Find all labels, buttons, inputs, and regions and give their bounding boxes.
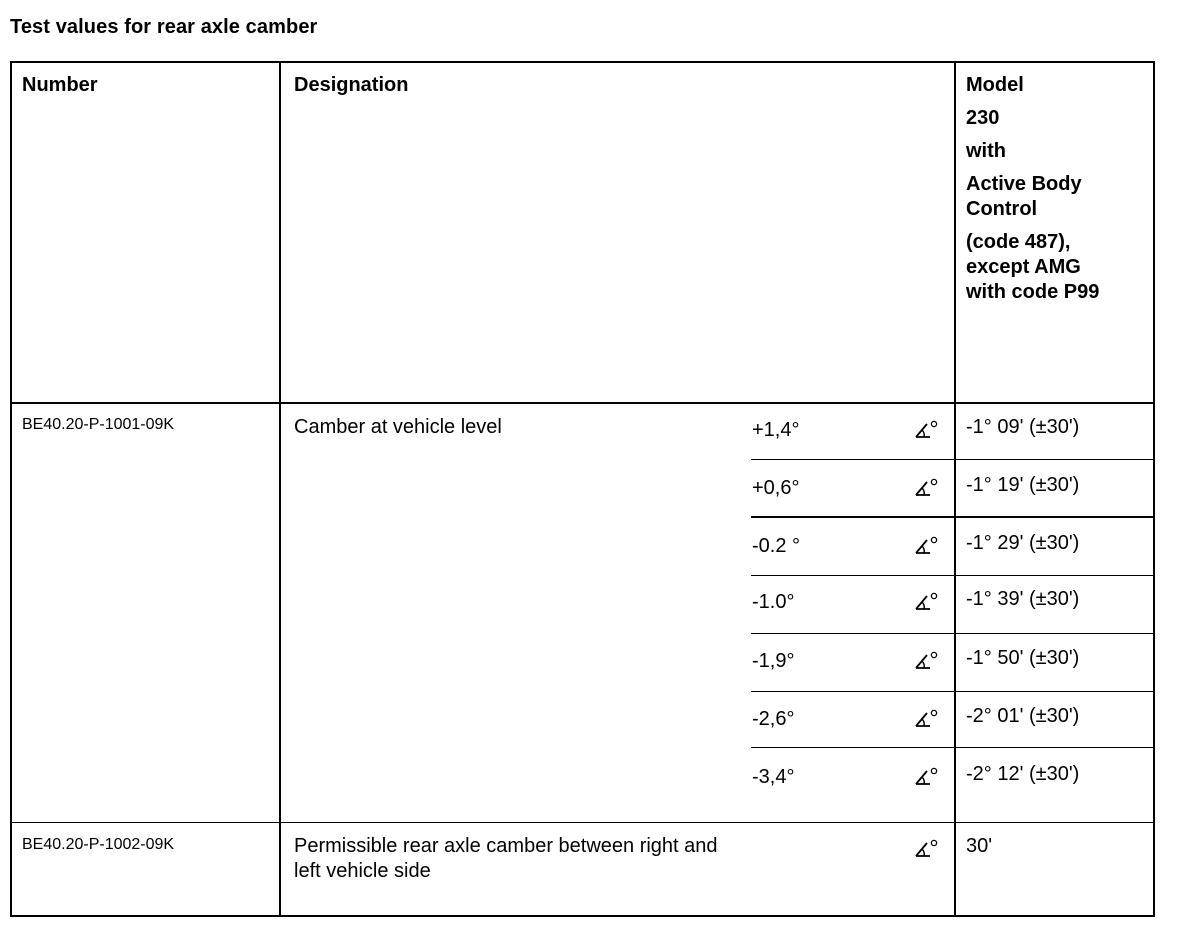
subrow-divider xyxy=(751,633,1155,634)
column-divider xyxy=(279,61,281,917)
camber-value: -1° 19' (±30') xyxy=(966,474,1080,496)
row-divider xyxy=(10,822,1155,823)
camber-value: -1° 09' (±30') xyxy=(966,416,1080,438)
level-label: -3,4° xyxy=(752,766,795,788)
subrow-divider xyxy=(751,747,1155,748)
camber-angle-icon xyxy=(913,766,939,788)
header-model-line: Active Body Control xyxy=(966,173,1082,220)
header-model-line: (code 487), except AMG with code P99 xyxy=(966,231,1100,303)
camber-value: -1° 50' (±30') xyxy=(966,647,1080,669)
level-label: -1.0° xyxy=(752,591,795,613)
camber-angle-icon xyxy=(913,838,939,860)
camber-angle-icon xyxy=(913,477,939,499)
header-model-line: 230 xyxy=(966,107,1000,129)
camber-value: -2° 01' (±30') xyxy=(966,705,1080,727)
row-number: BE40.20-P-1001-09K xyxy=(22,416,175,433)
row-divider xyxy=(10,402,1155,404)
camber-tolerance-value: 30' xyxy=(966,835,993,857)
row-designation: Camber at vehicle level xyxy=(294,416,502,438)
row-number: BE40.20-P-1002-09K xyxy=(22,836,175,853)
header-model-line: with xyxy=(966,140,1006,162)
camber-angle-icon xyxy=(913,591,939,613)
camber-angle-icon xyxy=(913,650,939,672)
level-label: -1,9° xyxy=(752,650,795,672)
row-designation: Permissible rear axle camber between right and left vehicle side xyxy=(294,835,718,882)
subrow-divider xyxy=(751,459,1155,460)
camber-angle-icon xyxy=(913,535,939,557)
level-label: +1,4° xyxy=(752,419,800,441)
camber-angle-icon xyxy=(913,419,939,441)
subrow-divider xyxy=(751,575,1155,576)
camber-value: -2° 12' (±30') xyxy=(966,763,1080,785)
header-number: Number xyxy=(22,74,98,96)
camber-value: -1° 29' (±30') xyxy=(966,532,1080,554)
header-designation: Designation xyxy=(294,74,409,96)
level-label: -0.2 ° xyxy=(752,535,801,557)
camber-value: -1° 39' (±30') xyxy=(966,588,1080,610)
header-model xyxy=(966,73,1146,305)
level-label: -2,6° xyxy=(752,708,795,730)
page-title: Test values for rear axle camber xyxy=(10,16,318,38)
header-model-line: Model xyxy=(966,74,1024,96)
subrow-divider xyxy=(751,516,1155,518)
camber-angle-icon xyxy=(913,708,939,730)
subrow-divider xyxy=(751,691,1155,692)
column-divider xyxy=(954,61,956,917)
level-label: +0,6° xyxy=(752,477,800,499)
